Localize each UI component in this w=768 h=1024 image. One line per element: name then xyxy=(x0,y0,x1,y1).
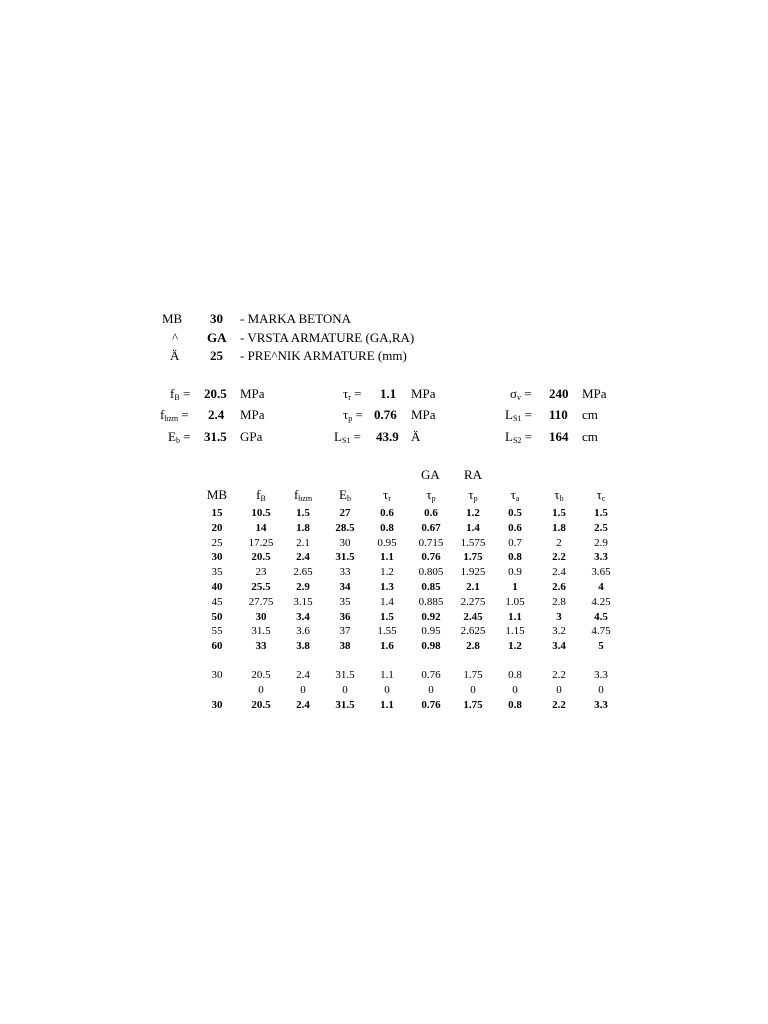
header-symbol: τ xyxy=(554,487,560,502)
table-cell: 2 xyxy=(556,536,562,549)
table-cell: 0.76 xyxy=(421,669,441,681)
table-cell: 2.45 xyxy=(463,610,483,623)
table-cell: 4 xyxy=(598,581,604,593)
table-cell: 31.5 xyxy=(335,698,355,711)
table-cell: 1.1 xyxy=(380,698,394,711)
table-cell: 0.76 xyxy=(421,551,441,564)
table-cell: 0 xyxy=(470,683,476,696)
table-cell: 31.5 xyxy=(335,551,355,564)
table-cell: 2.4 xyxy=(296,698,310,711)
table-cell: 0.8 xyxy=(508,551,522,564)
table-cell: 0.8 xyxy=(380,521,394,534)
table-cell: 23 xyxy=(255,566,267,579)
table-cell: 1.1 xyxy=(508,610,522,623)
table-cell: 2.4 xyxy=(552,566,566,579)
diameter-label: Ä xyxy=(170,348,180,363)
table-cell: 31.5 xyxy=(251,625,271,638)
table-cell: 0 xyxy=(512,683,518,696)
header-symbol: τ xyxy=(510,487,516,502)
table-cell: 1.6 xyxy=(380,640,394,653)
table-cell: 3.4 xyxy=(296,610,310,623)
param-sigmav-value: 240 xyxy=(549,386,569,401)
rebar-type-desc: - VRSTA ARMATURE (GA,RA) xyxy=(240,330,415,345)
table-cell: 10.5 xyxy=(251,507,271,519)
table-cell: 1.2 xyxy=(380,566,394,579)
table-cell: 35 xyxy=(339,595,351,608)
table-cell: 0.6 xyxy=(380,507,394,519)
table-cell: 40 xyxy=(211,581,223,593)
table-header-cell xyxy=(537,488,581,506)
table-cell: 3.3 xyxy=(594,669,608,681)
table-cell: 27.75 xyxy=(248,595,274,608)
table-cell: 35 xyxy=(211,566,223,579)
header-subscript: r xyxy=(388,494,391,503)
param-eb-label: $E_b$ = xyxy=(168,429,191,445)
table-cell: 3.4 xyxy=(552,640,566,653)
table-cell: 1.2 xyxy=(508,640,522,653)
param-ls2-label: $L_{S2}$ = xyxy=(505,429,532,445)
table-cell: 0.885 xyxy=(418,595,444,608)
param-taup-value: 0.76 xyxy=(374,407,397,422)
table-cell: 2.8 xyxy=(552,595,566,608)
table-header-cell xyxy=(409,488,453,506)
mb-label: MB xyxy=(162,311,183,326)
table-cell: 2.9 xyxy=(594,536,608,549)
table-cell: 17.25 xyxy=(248,536,274,549)
table-cell: 1.5 xyxy=(552,507,566,519)
table-cell: 4.75 xyxy=(591,625,611,638)
table-cell: 20.5 xyxy=(251,669,271,681)
param-ls1-anchor-value: 43.9 xyxy=(376,429,399,444)
param-ls2-value: 164 xyxy=(549,429,569,444)
param-sigmav-unit: MPa xyxy=(582,386,607,401)
table-cell: 2.8 xyxy=(466,640,480,653)
header-subscript: a xyxy=(515,494,520,503)
table-cell: 4.25 xyxy=(591,595,611,608)
table-cell: 0.92 xyxy=(421,610,441,623)
table-cell: 20.5 xyxy=(251,698,271,711)
table-cell: 5 xyxy=(598,640,604,653)
param-fb-label: $f_B$ = xyxy=(170,386,191,402)
param-ls1-anchor-unit: Ä xyxy=(411,429,421,444)
table-cell: 4.5 xyxy=(594,610,608,623)
param-eb-unit: GPa xyxy=(240,429,263,444)
header-symbol: f xyxy=(293,487,299,502)
table-cell: 2.6 xyxy=(552,581,566,593)
table-cell: 0.8 xyxy=(508,669,522,681)
header-subscript: b xyxy=(559,494,564,503)
table-cell: 1.1 xyxy=(380,551,394,564)
table-cell: 30 xyxy=(211,551,223,564)
table-cell: 28.5 xyxy=(335,521,355,534)
table-cell: 2.4 xyxy=(296,669,310,681)
table-cell: 1 xyxy=(512,581,518,593)
table-cell: 20 xyxy=(211,521,223,534)
rebar-type-value[interactable]: GA xyxy=(207,330,227,345)
table-cell: 1.575 xyxy=(460,536,486,549)
table-cell: 2.1 xyxy=(466,581,480,593)
table-cell: 3 xyxy=(556,610,562,623)
table-header-cell xyxy=(451,488,495,506)
table-cell: 1.1 xyxy=(380,669,394,681)
table-cell: 33 xyxy=(339,566,351,579)
param-sigmav-label: $\sigma_v$ = xyxy=(510,386,532,402)
table-cell: 1.5 xyxy=(594,507,608,519)
table-cell: 30 xyxy=(211,698,223,711)
param-taup-unit: MPa xyxy=(411,407,436,422)
table-cell: 38 xyxy=(339,640,351,653)
table-cell: 37 xyxy=(339,625,351,638)
param-taur-label: $\tau_r$ = xyxy=(343,386,362,402)
table-cell: 2.2 xyxy=(552,698,566,711)
table-cell: 2.625 xyxy=(460,625,486,638)
table-cell: 0.6 xyxy=(508,521,522,534)
table-cell: 1.15 xyxy=(505,625,525,638)
table-cell: 1.5 xyxy=(380,610,394,623)
table-cell: 0.6 xyxy=(424,507,438,519)
table-cell: 0.85 xyxy=(421,581,441,593)
table-cell: 0.95 xyxy=(377,536,397,549)
table-cell: 2.1 xyxy=(296,536,310,549)
table-cell: 25.5 xyxy=(251,581,271,593)
header-subscript: B xyxy=(260,494,266,503)
table-header-cell xyxy=(579,488,623,506)
table-header-cell xyxy=(195,488,239,506)
table-header-cell xyxy=(493,488,537,506)
header-symbol: τ xyxy=(426,487,432,502)
header-symbol: f xyxy=(256,487,261,502)
table-cell: 3.65 xyxy=(591,566,611,579)
table-header-cell xyxy=(239,488,283,506)
table-cell: 1.5 xyxy=(296,507,310,519)
table-cell: 1.75 xyxy=(463,669,483,681)
table-cell: 0.7 xyxy=(508,536,522,549)
header-symbol: τ xyxy=(383,487,389,502)
table-cell: 0 xyxy=(342,683,348,696)
table-cell: 2.275 xyxy=(460,595,486,608)
param-fbzm-value: 2.4 xyxy=(208,407,225,422)
table-cell: 3.3 xyxy=(594,698,608,711)
table-cell: 0.8 xyxy=(508,698,522,711)
param-fb-unit: MPa xyxy=(240,386,265,401)
table-cell: 0.76 xyxy=(421,698,441,711)
table-cell: 14 xyxy=(255,521,267,534)
table-cell: 1.8 xyxy=(296,521,310,534)
table-cell: 0.98 xyxy=(421,640,441,653)
table-cell: 2.9 xyxy=(296,581,310,593)
table-cell: 0.805 xyxy=(418,566,444,579)
table-cell: 1.75 xyxy=(463,698,483,711)
table-header-cell xyxy=(365,488,409,506)
table-cell: 30 xyxy=(255,610,267,623)
table-cell: 2.2 xyxy=(552,551,566,564)
table-cell: 0.715 xyxy=(418,536,444,549)
param-fbzm-label: $f_{bzm}$ = xyxy=(160,407,189,423)
table-cell: 0 xyxy=(258,683,264,696)
header-symbol: τ xyxy=(468,487,474,502)
table-cell: 3.3 xyxy=(594,551,608,564)
table-cell: 0 xyxy=(428,683,434,696)
table-cell: 25 xyxy=(211,536,223,549)
param-fb-value: 20.5 xyxy=(204,386,227,401)
table-cell: 0.95 xyxy=(421,625,441,638)
header-symbol: τ xyxy=(596,487,602,502)
table-cell: 3.8 xyxy=(296,640,310,653)
table-cell: 1.4 xyxy=(466,521,480,534)
header-subscript: bzm xyxy=(298,494,313,503)
table-cell: 3.6 xyxy=(296,625,310,638)
table-cell: 0 xyxy=(598,683,604,696)
table-cell: 1.75 xyxy=(463,551,483,564)
table-cell: 0.9 xyxy=(508,566,522,579)
mb-value[interactable]: 30 xyxy=(210,311,223,326)
table-cell: 33 xyxy=(255,640,267,653)
header-symbol: MB xyxy=(206,487,228,502)
group-label-ra: RA xyxy=(464,467,483,482)
table-cell: 34 xyxy=(339,581,351,593)
param-taup-label: $\tau_p$ = xyxy=(343,407,363,423)
table-cell: 0 xyxy=(556,683,562,696)
mb-desc: - MARKA BETONA xyxy=(240,311,351,326)
table-cell: 15 xyxy=(211,507,223,519)
table-cell: 50 xyxy=(211,610,223,623)
table-cell: 2.4 xyxy=(296,551,310,564)
rebar-type-label: ^ xyxy=(172,330,179,345)
table-cell: 1.05 xyxy=(505,595,525,608)
param-ls1-label: $L_{S1}$ = xyxy=(505,407,532,423)
table-cell: 1.3 xyxy=(380,581,394,593)
table-cell: 30 xyxy=(211,669,223,681)
param-taur-unit: MPa xyxy=(411,386,436,401)
table-cell: 2.65 xyxy=(293,566,313,579)
table-cell: 55 xyxy=(211,625,223,638)
table-cell: 2.5 xyxy=(594,521,608,534)
table-cell: 0.5 xyxy=(508,507,522,519)
table-header-cell xyxy=(281,488,325,506)
header-subscript: b xyxy=(346,494,351,503)
header-symbol: E xyxy=(339,487,347,502)
table-cell: 60 xyxy=(211,640,223,653)
table-cell: 1.4 xyxy=(380,595,394,608)
param-fbzm-unit: MPa xyxy=(240,407,265,422)
header-subscript: c xyxy=(601,494,606,503)
param-eb-value: 31.5 xyxy=(204,429,227,444)
table-cell: 31.5 xyxy=(335,669,355,681)
group-label-ga: GA xyxy=(421,467,440,482)
table-cell: 45 xyxy=(211,595,223,608)
table-cell: 1.925 xyxy=(460,566,486,579)
table-header-cell xyxy=(323,488,367,506)
table-cell: 36 xyxy=(339,610,351,623)
table-cell: 1.2 xyxy=(466,507,480,519)
table-cell: 3.15 xyxy=(293,595,313,608)
table-cell: 20.5 xyxy=(251,551,271,564)
table-cell: 1.55 xyxy=(377,625,397,638)
header-subscript: p xyxy=(431,494,436,503)
param-ls1-value: 110 xyxy=(549,407,568,422)
param-ls1-unit: cm xyxy=(582,407,598,422)
table-cell: 0.67 xyxy=(421,521,441,534)
param-ls2-unit: cm xyxy=(582,429,598,444)
diameter-desc: - PRE^NIK ARMATURE (mm) xyxy=(240,348,407,363)
table-cell: 27 xyxy=(339,507,351,519)
param-ls1-anchor-label: $L_{S1}$ = xyxy=(334,429,361,445)
diameter-value[interactable]: 25 xyxy=(210,348,223,363)
param-taur-value: 1.1 xyxy=(380,386,397,401)
table-cell: 0 xyxy=(300,683,306,696)
table-cell: 2.2 xyxy=(552,669,566,681)
header-subscript: p xyxy=(473,494,478,503)
table-cell: 1.8 xyxy=(552,521,566,534)
table-cell: 3.2 xyxy=(552,625,566,638)
table-cell: 30 xyxy=(339,536,351,549)
table-cell: 0 xyxy=(384,683,390,696)
